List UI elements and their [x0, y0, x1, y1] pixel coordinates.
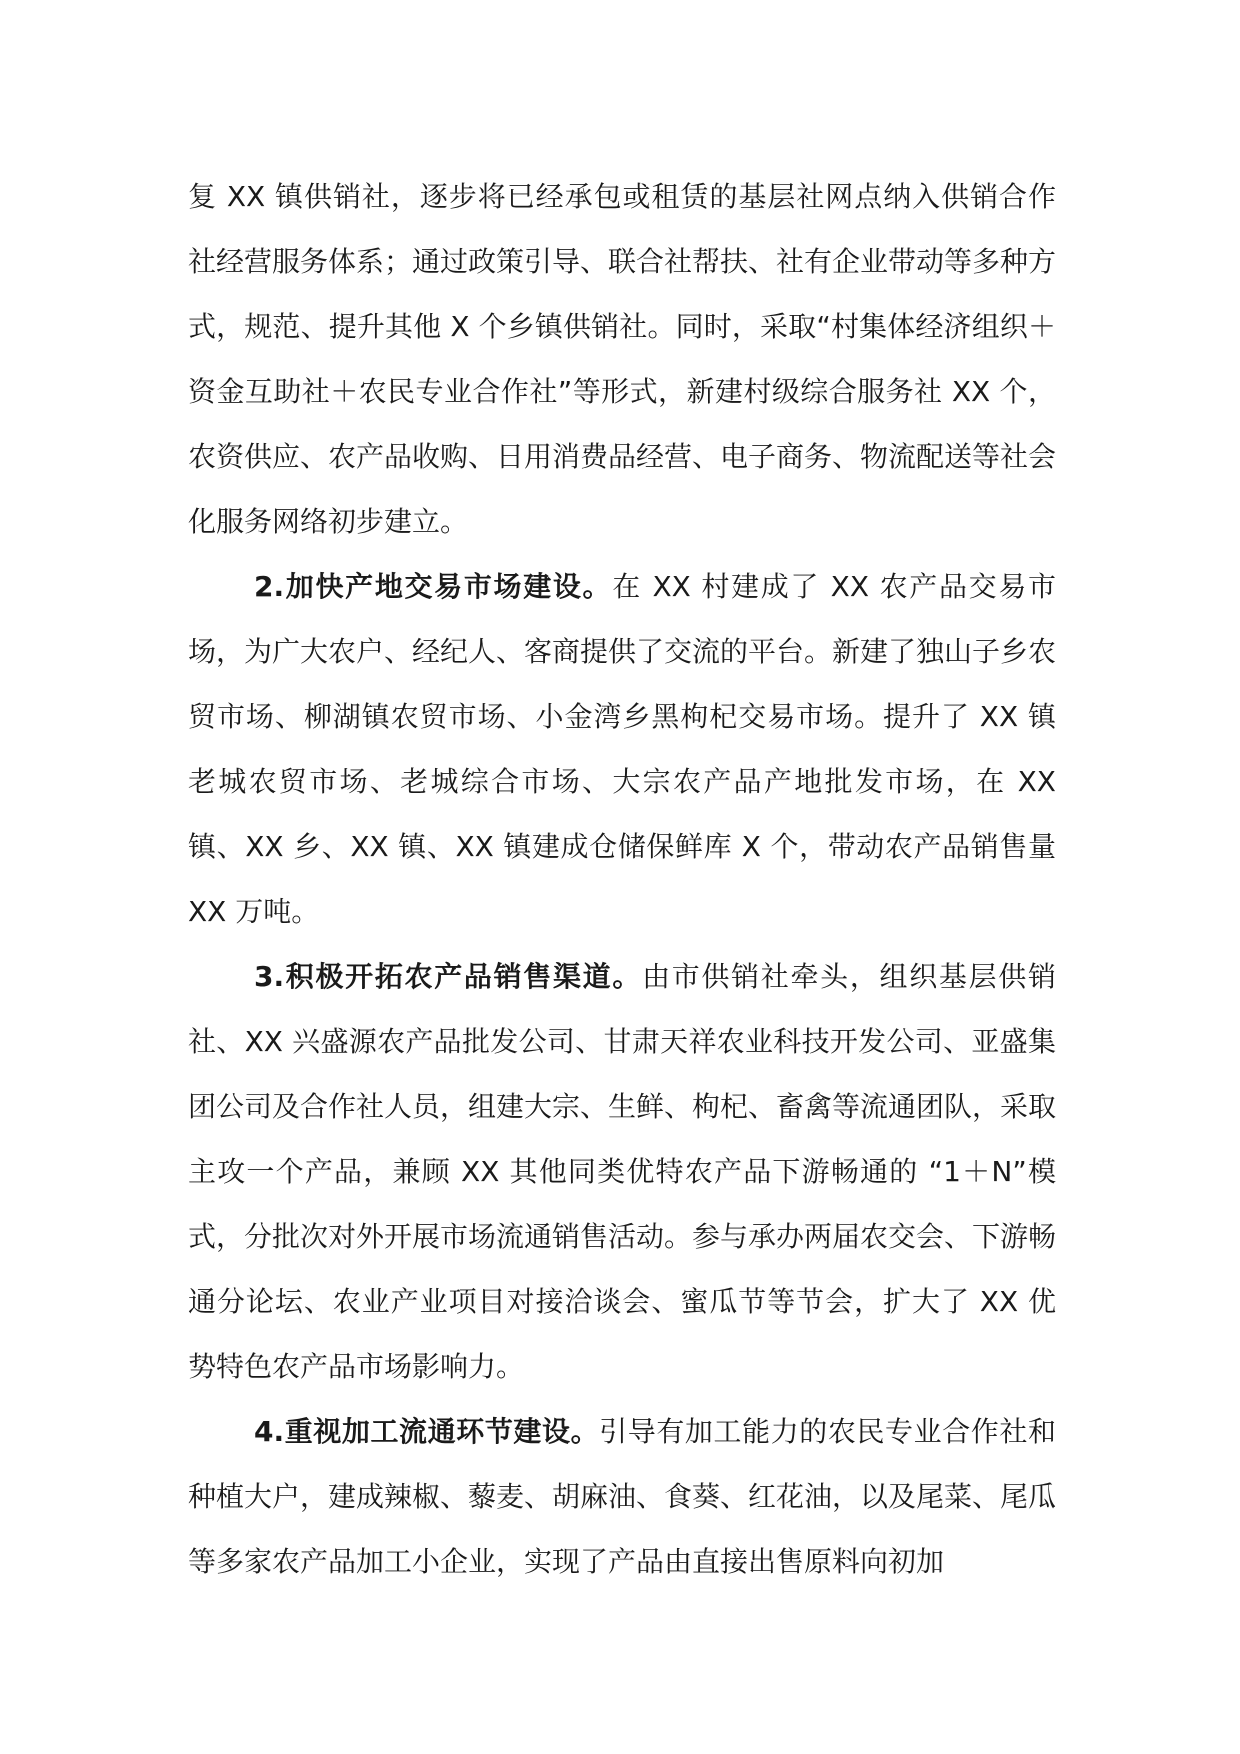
paragraph-body: 复 XX 镇供销社，逐步将已经承包或租赁的基层社网点纳入供销合作社经营服务体系；通过政策引导、联合社帮扶、社有企业带动等多种方式，规范、提升其他 X 个乡镇供销社。同时，采取“村集体经济组织＋资金互助社＋农民专业合作社”等形式，新建村级综合服务社 XX 个，农资供应、农产品收购、日用消费品经营、电子商务、物流配送等社会化服务网络初步建立。 [188, 180, 1057, 538]
paragraph-heading: 4.重视加工流通环节建设。 [254, 1415, 600, 1448]
paragraph-body: 引导有加工能力的农民专业合作社和种植大户，建成辣椒、藜麦、胡麻油、食葵、红花油，以及尾菜、尾瓜等多家农产品加工小企业，实现了产品由直接出售原料向初加 [188, 1415, 1057, 1578]
paragraph-sales-channels [188, 944, 1056, 1399]
document-body [188, 164, 1056, 1594]
paragraph-heading: 3.积极开拓农产品销售渠道。 [254, 960, 643, 993]
paragraph-body: 在 XX 村建成了 XX 农产品交易市场，为广大农户、经纪人、客商提供了交流的平台。新建了独山子乡农贸市场、柳湖镇农贸市场、小金湾乡黑枸杞交易市场。提升了 XX 镇老城农贸市场、老城综合市场、大宗农产品产地批发市场，在 XX 镇、XX 乡、XX 镇、XX 镇建成仓储保鲜库 X 个，带动农产品销售量 XX 万吨。 [188, 570, 1057, 928]
paragraph-continuation [188, 164, 1056, 554]
paragraph-body: 由市供销社牵头，组织基层供销社、XX 兴盛源农产品批发公司、甘肃天祥农业科技开发公司、亚盛集团公司及合作社人员，组建大宗、生鲜、枸杞、畜禽等流通团队，采取主攻一个产品，兼顾 XX 其他同类优特农产品下游畅通的 “1＋N”模式，分批次对外开展市场流通销售活动。参与承办两届农交会、下游畅通分论坛、农业产业项目对接洽谈会、蜜瓜节等节会，扩大了 XX 优势特色农产品市场影响力。 [188, 960, 1057, 1383]
paragraph-heading: 2.加快产地交易市场建设。 [254, 570, 613, 603]
paragraph-processing [188, 1399, 1056, 1594]
paragraph-market-construction [188, 554, 1056, 944]
